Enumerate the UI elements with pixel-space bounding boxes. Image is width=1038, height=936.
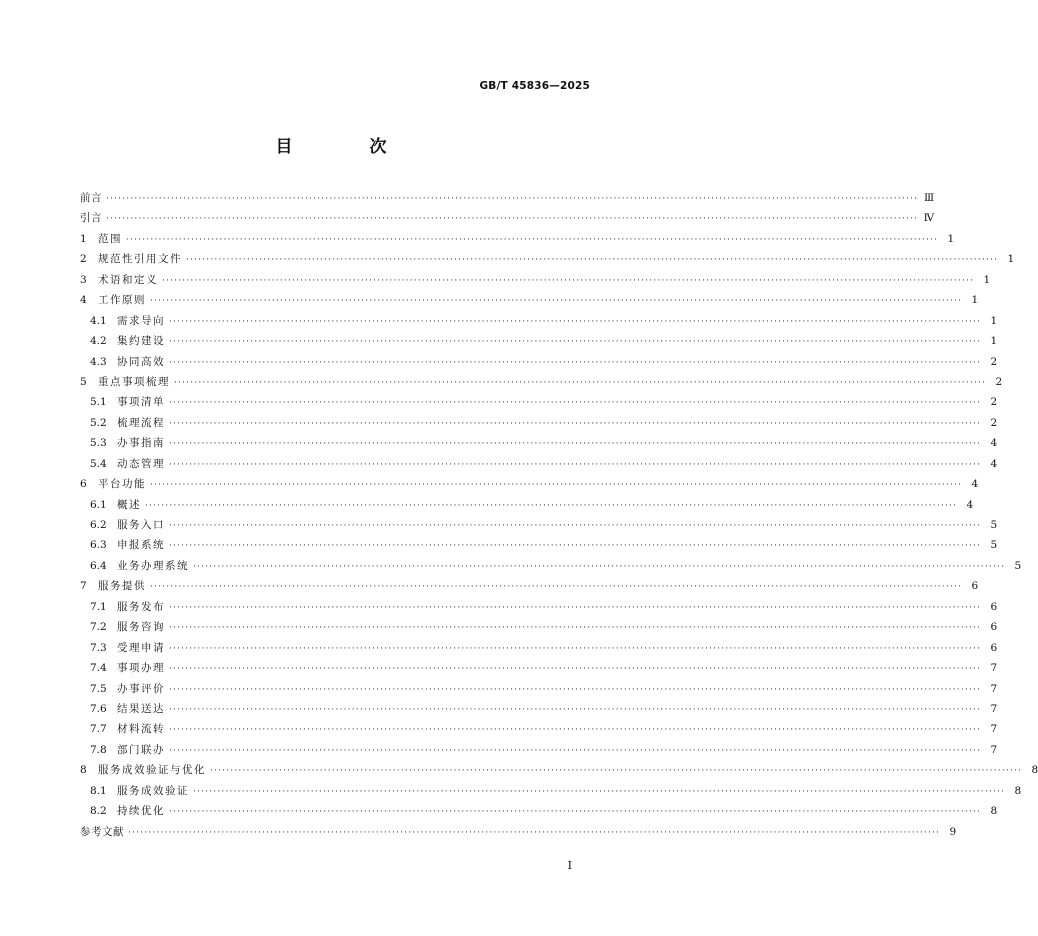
toc-entry-number: 6.2 xyxy=(90,519,107,531)
toc-entry-page: 9 xyxy=(949,825,957,838)
toc-entry[interactable] xyxy=(80,576,979,596)
toc-dot-leader: ········································································································································································································ xyxy=(128,827,941,838)
toc-entry-number: 5 xyxy=(80,375,87,388)
toc-entry-page: 1 xyxy=(983,273,991,286)
toc-entry[interactable] xyxy=(80,495,974,515)
toc-dot-leader: ········································································································································································································ xyxy=(162,275,975,286)
toc-entry-page: Ⅲ xyxy=(924,192,935,204)
toc-entry-title: 前言 xyxy=(80,192,102,204)
toc-entry-title: 业务办理系统 xyxy=(117,559,189,572)
toc-entry-title: 引言 xyxy=(80,212,102,225)
toc-entry-page: 5 xyxy=(1014,559,1022,572)
toc-dot-leader: ········································································································································································································ xyxy=(169,418,982,429)
toc-entry-page: 6 xyxy=(971,580,979,593)
toc-entry-page: 4 xyxy=(971,478,979,491)
toc-entry-page: 5 xyxy=(990,539,998,552)
toc-dot-leader: ········································································································································································································ xyxy=(169,664,982,675)
toc-dot-leader: ········································································································································································································ xyxy=(169,643,982,654)
toc-entry-number: 5.3 xyxy=(90,437,107,450)
toc-entry[interactable] xyxy=(80,454,998,474)
toc-entry[interactable] xyxy=(80,188,935,208)
toc-dot-leader: ········································································································································································································ xyxy=(169,521,982,531)
toc-dot-leader: ········································································································································································································ xyxy=(169,316,982,327)
toc-entry[interactable] xyxy=(80,208,935,228)
toc-dot-leader: ········································································································································································································ xyxy=(150,582,963,593)
toc-entry-number: 8.2 xyxy=(90,805,107,818)
toc-dot-leader: ········································································································································································································ xyxy=(193,786,1006,797)
toc-entry[interactable] xyxy=(80,229,955,249)
toc-entry[interactable] xyxy=(80,372,1003,392)
toc-entry[interactable] xyxy=(80,290,979,310)
toc-entry-page: 2 xyxy=(995,375,1003,388)
toc-dot-leader: ········································································································································································································ xyxy=(150,296,963,307)
toc-entry-page: Ⅳ xyxy=(923,212,935,225)
toc-entry-page: 7 xyxy=(990,682,998,695)
toc-entry-number: 7.6 xyxy=(90,702,107,715)
toc-dot-leader: ········································································································································································································ xyxy=(193,561,1006,572)
toc-entry-title: 材料流转 xyxy=(117,723,165,736)
toc-entry-number: 4.1 xyxy=(90,314,107,327)
page-number: I xyxy=(567,859,572,872)
toc-dot-leader: ········································································································································································································ xyxy=(150,480,963,491)
toc-dot-leader: ········································································································································································································ xyxy=(210,766,1023,777)
toc-entry-number: 1 xyxy=(80,232,87,245)
toc-entry-page: 7 xyxy=(990,723,998,736)
toc-dot-leader: ········································································································································································································ xyxy=(169,398,982,409)
toc-entry-page: 6 xyxy=(990,641,998,654)
toc-entry-page: 1 xyxy=(990,335,998,348)
page-title: 目 次 xyxy=(275,137,417,157)
toc-entry-page: 5 xyxy=(990,519,998,531)
toc-entry-number: 4 xyxy=(80,294,87,307)
toc-entry-title: 服务提供 xyxy=(98,580,146,593)
toc-entry[interactable] xyxy=(80,801,998,821)
toc-entry-number: 7.3 xyxy=(90,641,107,654)
toc-entry-title: 部门联办 xyxy=(117,743,165,756)
toc-entry-title: 受理申请 xyxy=(117,641,165,654)
toc-dot-leader: ········································································································································································································ xyxy=(169,745,982,756)
toc-dot-leader: ········································································································································································································ xyxy=(174,377,987,388)
toc-entry[interactable] xyxy=(80,515,998,535)
toc-entry[interactable] xyxy=(80,474,979,494)
toc-dot-leader: ········································································································································································································ xyxy=(169,807,982,818)
toc-entry-number: 7.7 xyxy=(90,723,107,736)
toc-entry-number: 2 xyxy=(80,253,87,266)
toc-dot-leader: ········································································································································································································ xyxy=(169,439,982,450)
table-of-contents xyxy=(80,188,1038,842)
toc-entry-number: 7.5 xyxy=(90,682,107,695)
toc-entry-page: 2 xyxy=(990,396,998,409)
toc-entry-number: 6 xyxy=(80,478,87,491)
toc-entry-title: 工作原则 xyxy=(98,294,146,307)
toc-entry-number: 6.4 xyxy=(90,559,107,572)
toc-entry-number: 7.4 xyxy=(90,662,107,675)
toc-entry[interactable] xyxy=(80,658,998,678)
toc-dot-leader: ········································································································································································································ xyxy=(106,194,919,204)
toc-entry-title: 需求导向 xyxy=(117,314,165,327)
toc-dot-leader: ········································································································································································································ xyxy=(169,684,982,695)
toc-entry-title: 重点事项梳理 xyxy=(98,375,170,388)
toc-entry[interactable] xyxy=(80,433,998,453)
toc-entry-page: 7 xyxy=(990,702,998,715)
toc-entry-title: 事项办理 xyxy=(117,662,165,675)
toc-entry[interactable] xyxy=(80,781,1022,801)
toc-entry-title: 梳理流程 xyxy=(117,416,165,429)
toc-entry[interactable] xyxy=(80,740,998,760)
toc-entry-page: 6 xyxy=(990,621,998,634)
toc-dot-leader: ········································································································································································································ xyxy=(169,357,982,368)
toc-entry-number: 4.3 xyxy=(90,355,107,368)
toc-entry-title: 概述 xyxy=(117,498,141,511)
toc-entry-number: 4.2 xyxy=(90,335,107,348)
toc-dot-leader: ········································································································································································································ xyxy=(169,623,982,634)
toc-entry-number: 6.1 xyxy=(90,498,107,511)
toc-entry-number: 3 xyxy=(80,273,87,286)
toc-dot-leader: ········································································································································································································ xyxy=(169,459,982,470)
toc-entry-page: 4 xyxy=(966,498,974,511)
toc-entry-number: 8.1 xyxy=(90,784,107,797)
toc-entry-page: 4 xyxy=(990,437,998,450)
toc-entry-title: 集约建设 xyxy=(117,335,165,348)
toc-dot-leader: ········································································································································································································ xyxy=(186,255,999,266)
toc-entry-page: 1 xyxy=(990,314,998,327)
toc-entry-page: 8 xyxy=(990,805,998,818)
toc-entry[interactable] xyxy=(80,413,998,433)
toc-entry[interactable] xyxy=(80,556,1022,576)
toc-entry-title: 服务成效验证 xyxy=(117,784,189,797)
toc-entry[interactable] xyxy=(80,719,998,739)
standard-code: GB/T 45836—2025 xyxy=(479,80,590,92)
toc-entry[interactable] xyxy=(80,352,998,372)
toc-entry-title: 服务成效验证与优化 xyxy=(98,764,206,777)
toc-entry[interactable] xyxy=(80,535,998,555)
toc-entry-page: 8 xyxy=(1031,764,1038,777)
toc-entry-title: 动态管理 xyxy=(117,457,165,470)
toc-entry-page: 1 xyxy=(1007,253,1015,266)
toc-entry-title: 办事指南 xyxy=(117,437,165,450)
toc-entry-number: 7 xyxy=(80,580,87,593)
toc-entry[interactable] xyxy=(80,760,1038,780)
toc-dot-leader: ········································································································································································································ xyxy=(169,541,982,552)
toc-dot-leader: ········································································································································································································ xyxy=(169,337,982,348)
toc-dot-leader: ········································································································································································································ xyxy=(145,500,958,511)
toc-entry-number: 7.8 xyxy=(90,743,107,756)
toc-entry-page: 1 xyxy=(971,294,979,307)
toc-entry-number: 5.2 xyxy=(90,416,107,429)
toc-entry-title: 持续优化 xyxy=(117,805,165,818)
toc-entry[interactable] xyxy=(80,249,1015,269)
toc-entry[interactable] xyxy=(80,638,998,658)
toc-dot-leader: ········································································································································································································ xyxy=(106,214,919,225)
toc-dot-leader: ········································································································································································································ xyxy=(169,602,982,613)
toc-entry[interactable] xyxy=(80,331,998,351)
toc-entry-page: 7 xyxy=(990,662,998,675)
toc-entry[interactable] xyxy=(80,311,998,331)
toc-entry-title: 申报系统 xyxy=(117,539,165,552)
toc-entry-title: 服务发布 xyxy=(117,600,165,613)
toc-entry-number: 8 xyxy=(80,764,87,777)
toc-entry[interactable] xyxy=(80,270,991,290)
toc-entry-number: 7.1 xyxy=(90,600,107,613)
toc-entry-page: 6 xyxy=(990,600,998,613)
toc-entry-title: 服务咨询 xyxy=(117,621,165,634)
toc-entry-title: 服务入口 xyxy=(117,519,165,531)
toc-entry-title: 范围 xyxy=(98,232,122,245)
toc-entry-title: 协同高效 xyxy=(117,355,165,368)
toc-entry-page: 2 xyxy=(990,416,998,429)
toc-entry-page: 4 xyxy=(990,457,998,470)
toc-entry[interactable] xyxy=(80,597,998,617)
toc-entry[interactable] xyxy=(80,617,998,637)
toc-entry[interactable] xyxy=(80,679,998,699)
toc-dot-leader: ········································································································································································································ xyxy=(169,725,982,736)
toc-entry[interactable] xyxy=(80,699,998,719)
toc-entry-title: 规范性引用文件 xyxy=(98,253,182,266)
toc-entry-page: 2 xyxy=(990,355,998,368)
toc-entry-title: 事项清单 xyxy=(117,396,165,409)
toc-entry-title: 参考文献 xyxy=(80,825,124,838)
toc-entry-page: 7 xyxy=(990,743,998,756)
toc-entry-page: 8 xyxy=(1014,784,1022,797)
toc-entry-title: 办事评价 xyxy=(117,682,165,695)
toc-entry-number: 5.4 xyxy=(90,457,107,470)
toc-dot-leader: ········································································································································································································ xyxy=(169,704,982,715)
toc-entry[interactable] xyxy=(80,392,998,412)
toc-dot-leader: ········································································································································································································ xyxy=(126,234,939,245)
toc-entry-number: 7.2 xyxy=(90,621,107,634)
toc-entry-title: 平台功能 xyxy=(98,478,146,491)
toc-entry-title: 术语和定义 xyxy=(98,273,158,286)
toc-entry-number: 5.1 xyxy=(90,396,107,409)
toc-entry-number: 6.3 xyxy=(90,539,107,552)
toc-entry[interactable] xyxy=(80,822,957,842)
toc-entry-page: 1 xyxy=(947,232,955,245)
toc-entry-title: 结果送达 xyxy=(117,702,165,715)
